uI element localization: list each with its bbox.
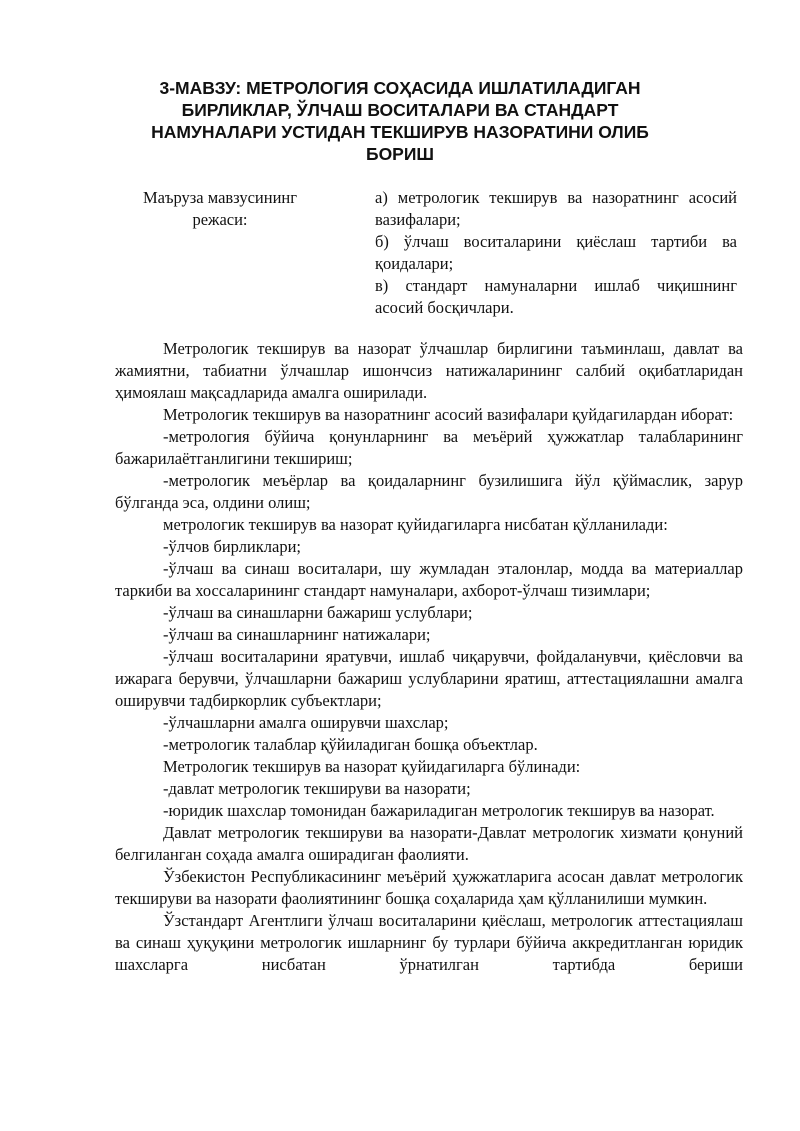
lecture-plan-list [375,187,737,319]
paragraph: -ўлчаш ва синашларнинг натижалари; [163,625,431,644]
paragraph: Давлат метрологик текшируви ва назорати-Давлат метрологик хизмати қонуний белгиланган соҳада амалга оширадиган фаолияти. [115,823,743,864]
paragraph: -метрологик талаблар қўйиладиган бошқа объектлар. [163,735,538,754]
paragraph: -юридик шахслар томонидан бажариладиган метрологик текширув ва назорат. [163,801,715,820]
lecture-title [100,77,700,165]
plan-item: б) ўлчаш воситаларини қиёслаш тартиби ва қоидалари; [375,232,737,273]
lecture-plan-label: Маъруза мавзусининг режаси: [142,188,298,229]
paragraph: -ўлчов бирликлари; [163,537,302,556]
title-line: БОРИШ [365,144,435,164]
paragraph: метрологик текширув ва назорат қуйидагиларга нисбатан қўлланилади: [163,515,668,534]
paragraph: -ўлчаш ва синашларни бажариш услублари; [163,603,473,622]
title-line: 3-МАВЗУ: МЕТРОЛОГИЯ СОҲАСИДА ИШЛАТИЛАДИГАН [159,78,641,98]
paragraph: Метрологик текширув ва назорат қуйидагиларга бўлинади: [163,757,581,776]
paragraph: -ўлчашларни амалга оширувчи шахслар; [163,713,449,732]
paragraph: -метрологик меъёрлар ва қоидаларнинг бузилишига йўл қўймаслик, зарур бўлганда эса, олдини олиш; [115,471,743,512]
paragraph: Метрологик текширув ва назоратнинг асосий вазифалари қуйдагилардан иборат: [163,405,734,424]
paragraph: Метрологик текширув ва назорат ўлчашлар бирлигини таъминлаш, давлат ва жамиятни, табиатни ўлчашлар ишончсиз натижаларининг салбий оқибатларидан ҳимоялаш мақсадларида амалга оширилади. [115,339,743,402]
document-body [115,338,743,976]
paragraph: -метрология бўйича қонунларнинг ва меъёрий ҳужжатлар талабларининг бажарилаётганлигини текшириш; [115,427,743,468]
paragraph: -ўлчаш ва синаш воситалари, шу жумладан эталонлар, модда ва материаллар таркиби ва хоссаларининг стандарт намуналари, ахборот-ўлчаш тизимлари; [115,559,743,600]
title-line: НАМУНАЛАРИ УСТИДАН ТЕКШИРУВ НАЗОРАТИНИ ОЛИБ [151,122,649,142]
paragraph: -ўлчаш воситаларини яратувчи, ишлаб чиқарувчи, фойдаланувчи, қиёсловчи ва ижарага берувчи, ўлчашларни бажариш услубларини яратиш, аттестациялашни амалга оширувчи тадбиркорлик субъектлари; [115,647,743,710]
paragraph: -давлат метрологик текшируви ва назорати; [163,779,471,798]
plan-item: а) метрологик текширув ва назоратнинг асосий вазифалари; [375,188,737,229]
title-line: БИРЛИКЛАР, ЎЛЧАШ ВОСИТАЛАРИ ВА СТАНДАРТ [181,100,619,120]
plan-item: в) стандарт намуналарни ишлаб чиқишнинг асосий босқичлари. [375,276,737,317]
paragraph: Ўзстандарт Агентлиги ўлчаш воситаларини қиёслаш, метрологик аттестациялаш ва синаш ҳуқуқини метрологик ишларнинг бу турлари бўйича аккредитланган юридик шахсларга нисбатан ўрнатилган тартибда бериши [115,911,743,974]
paragraph: Ўзбекистон Республикасининг меъёрий ҳужжатларига асосан давлат метрологик текшируви ва назорати фаолиятининг бошқа соҳаларида ҳам қўлланилиши мумкин. [115,867,743,908]
